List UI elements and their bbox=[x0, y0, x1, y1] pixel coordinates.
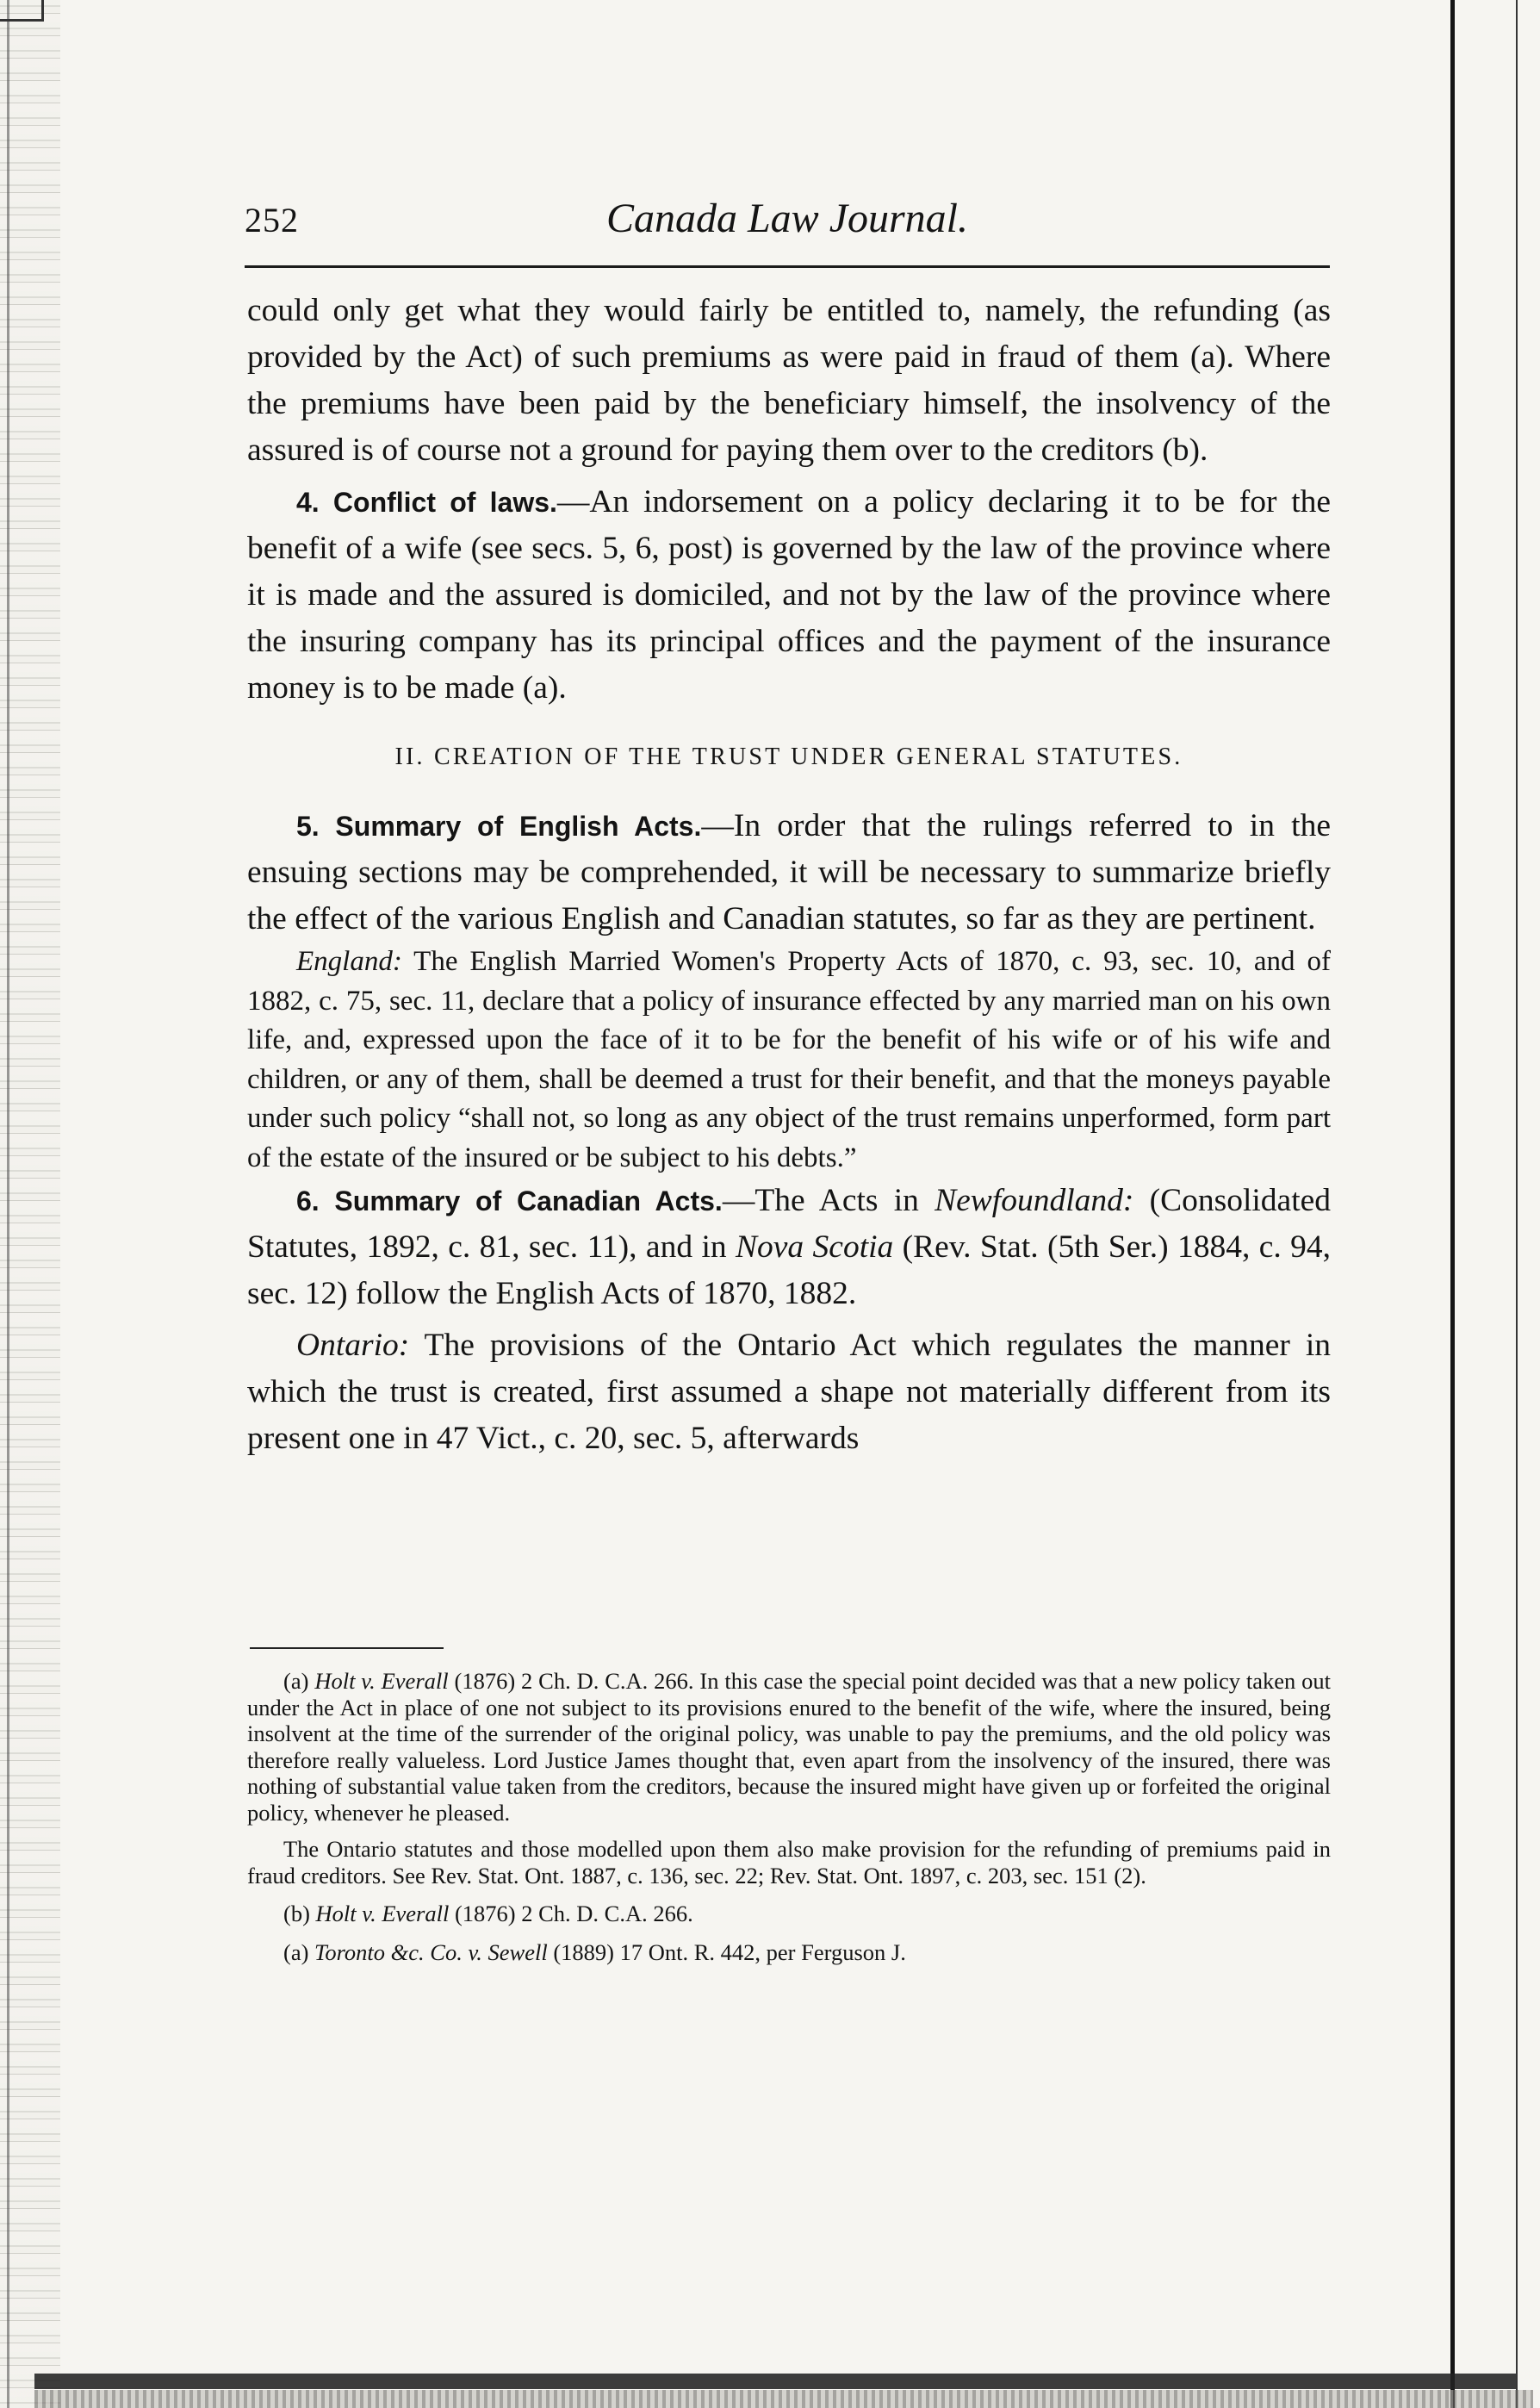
journal-title: Canada Law Journal. bbox=[605, 196, 969, 241]
running-header bbox=[245, 196, 1330, 260]
england-text: The English Married Women's Property Acts of 1870, c. 93, sec. 10, and of 1882, c. 75, sec. 11, declare that a policy of insurance effected by any married man on his own life, and, expressed upon the face of it to be for the benefit of his wife or of his wife and children, or any of them, shall be deemed a trust for their benefit, and that the moneys payable under such policy “shall not, so long as any object of the trust remains unperformed, form part of the estate of the insured or be subject to his debts.” bbox=[247, 946, 1331, 1173]
footnote-b-mark: (b) bbox=[283, 1901, 310, 1926]
paragraph-continuation: could only get what they would fairly be entitled to, namely, the refunding (as provided by the Act) of such premiums as were paid in fraud of them (a). Where the premiums have been paid by the beneficiary himself, the insolvency of the assured is of course not a ground for paying them over to the creditors (b). bbox=[247, 293, 1331, 468]
section-5-paragraph bbox=[247, 803, 1331, 943]
footnote-a-continuation: The Ontario statutes and those modelled upon them also make provision for the refunding of premiums paid in fraud creditors. See Rev. Stat. Ont. 1887, c. 136, sec. 22; Rev. Stat. Ont. 1897, c. 203, sec. 151 (2). bbox=[247, 1836, 1331, 1888]
nova-scotia-label: Nova Scotia bbox=[736, 1229, 894, 1265]
body-text bbox=[247, 288, 1331, 1462]
scan-right-border bbox=[1450, 0, 1455, 2408]
page-number: 252 bbox=[245, 201, 299, 240]
footnote-b-case: Holt v. Everall bbox=[315, 1901, 450, 1926]
footnote-a bbox=[247, 1668, 1331, 1826]
footnote-a-text: (1876) 2 Ch. D. C.A. 266. In this case the special point decided was that a new policy taken out under the Act in place of one not subject to its provisions enured to the benefit of the wife, where the insured, being insolvent at the time of the surrender of the original policy, was unable to pay the premiums, and the old policy was therefore really valueless. Lord Justice James thought that, even apart from the insolvency of the insured, there was nothing of substantial value taken from the creditors, because the insured might have given up or forfeited the original policy, whenever he pleased. bbox=[247, 1668, 1331, 1826]
ontario-paragraph bbox=[247, 1322, 1331, 1462]
section-4-paragraph bbox=[247, 479, 1331, 712]
header-rule bbox=[245, 265, 1330, 268]
footnote-b bbox=[247, 1901, 1331, 1927]
footnote-b-text: (1876) 2 Ch. D. C.A. 266. bbox=[449, 1901, 693, 1926]
section-5-heading: 5. Summary of English Acts. bbox=[296, 811, 702, 842]
footnote-a-mark: (a) bbox=[283, 1668, 309, 1694]
footnote-a-case: Holt v. Everall bbox=[314, 1668, 449, 1694]
scan-bottom-border bbox=[34, 2374, 1516, 2389]
england-paragraph bbox=[247, 943, 1331, 1178]
scan-corner-mark bbox=[0, 0, 44, 22]
section-4-heading: 4. Conflict of laws. bbox=[296, 487, 557, 518]
section-6-text-b: (Consolidated Statutes, 1892, c. 81, sec. 11), and in bbox=[247, 1183, 1332, 1265]
footnote-c bbox=[247, 1939, 1331, 1966]
england-label: England: bbox=[296, 946, 402, 977]
footnote-c-case: Toronto &c. Co. v. Sewell bbox=[314, 1938, 548, 1965]
newfoundland-label: Newfoundland: bbox=[935, 1183, 1134, 1218]
ontario-label: Ontario: bbox=[296, 1328, 410, 1363]
ontario-text: The provisions of the Ontario Act which regulates the manner in which the trust is created, first assumed a shape not materially different from its present one in 47 Vict., c. 20, sec. 5, afterwards bbox=[247, 1328, 1331, 1456]
footnote-c-mark: (a) bbox=[283, 1938, 309, 1965]
footnotes bbox=[247, 1668, 1331, 1965]
section-5-text: —In order that the rulings referred to in the ensuing sections may be comprehended, it will be necessary to summarize briefly the effect of the various English and Canadian statutes, so far as they are pertinent. bbox=[247, 808, 1331, 936]
section-6-heading: 6. Summary of Canadian Acts. bbox=[296, 1185, 723, 1216]
section-6-text-a: —The Acts in bbox=[722, 1183, 935, 1218]
footnote-c-text: (1889) 17 Ont. R. 442, per Ferguson J. bbox=[547, 1938, 906, 1965]
scan-left-border bbox=[7, 0, 9, 2408]
scan-bottom-edge bbox=[34, 2390, 1533, 2408]
footnote-rule bbox=[250, 1647, 444, 1649]
scan-right-edge bbox=[1516, 0, 1518, 2408]
section-4-text: —An indorsement on a policy declaring it to be for the benefit of a wife (see secs. 5, 6, post) is governed by the law of the province where it is made and the assured is domiciled, and not by the law of the province where the insuring company has its principal offices and the payment of the insurance money is to be made (a). bbox=[247, 484, 1332, 706]
part-heading: II. CREATION OF THE TRUST UNDER GENERAL STATUTES. bbox=[394, 744, 1183, 770]
section-6-paragraph bbox=[247, 1178, 1331, 1317]
section-6-text-c: (Rev. Stat. (5th Ser.) 1884, c. 94, sec. 12) follow the English Acts of 1870, 1882. bbox=[247, 1229, 1331, 1311]
